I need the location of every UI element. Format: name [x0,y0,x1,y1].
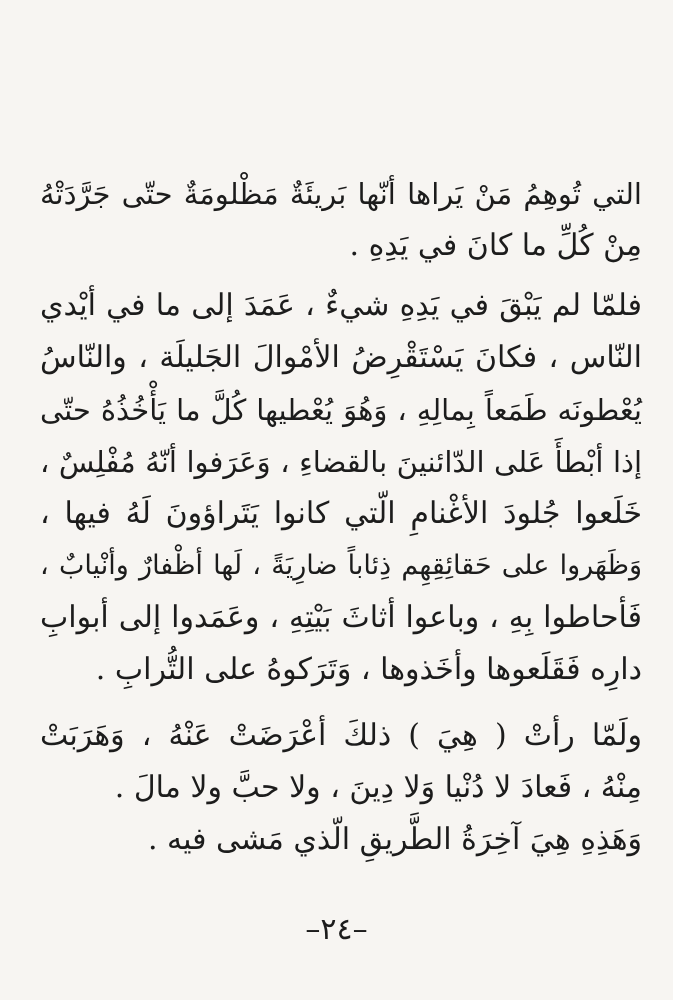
text-line: إذا أبْطأَ عَلى الدّائنينَ بالقضاءِ ، وَعَرَفوا أنّهُ مُفْلِسٌ ، [40,445,642,479]
text-line: التي تُوهِمُ مَنْ يَراها أنّها بَريئَةٌ مَظْلومَةٌ حتّى جَرَّدَتْهُ [40,177,642,211]
text-line: مِنْهُ ، فَعادَ لا دُنْيا وَلا دِينَ ، ولا حبَّ ولا مالَ . [114,770,642,805]
text-line: دارِه فَقَلَعوها وأخَذوها ، وَتَرَكوهُ على التُّرابِ . [95,652,642,687]
text-line: مِنْ كُلِّ ما كانَ في يَدِهِ . [349,228,642,263]
paragraph-3 [40,710,642,814]
text-line: وَظَهَروا على حَقائِقِهِم ذِئاباً ضارِيَةً ، لَها أظْفارٌ وأنْيابٌ ، [40,550,642,581]
text-line: وَهَذِهِ هِيَ آخِرَةُ الطَّريقِ الّذي مَشى فيه . [147,822,642,857]
text-line: ولَمّا رأتْ ( هِيَ ) ذلكَ أعْرَضَتْ عَنْهُ ، وَهَرَبَتْ [40,718,642,753]
text-line: فلمّا لم يَبْقَ في يَدِهِ شيءٌ ، عَمَدَ إلى ما في أيْدي [40,288,642,323]
page-number: –٢٤– [305,912,368,947]
paragraph-1 [40,168,642,272]
text-line: النّاس ، فكانَ يَسْتَقْرِضُ الأمْوالَ الجَليلَة ، والنّاسُ [40,340,642,375]
text-line: يُعْطونَه طَمَعاً بِمالِهِ ، وَهُوَ يُعْطيها كُلَّ ما يَأْخُذُهُ حتّى [40,393,642,427]
text-line: خَلَعوا جُلودَ الأغْنامِ الّتي كانوا يَتَراؤونَ لَهُ فيها ، [40,496,642,531]
paragraph-4 [40,814,642,866]
page-body [40,168,642,866]
text-line: فَأحاطوا بِهِ ، وباعوا أثاثَ بَيْتِهِ ، وعَمَدوا إلى أبوابِ [40,600,642,635]
paragraph-2 [40,280,642,696]
